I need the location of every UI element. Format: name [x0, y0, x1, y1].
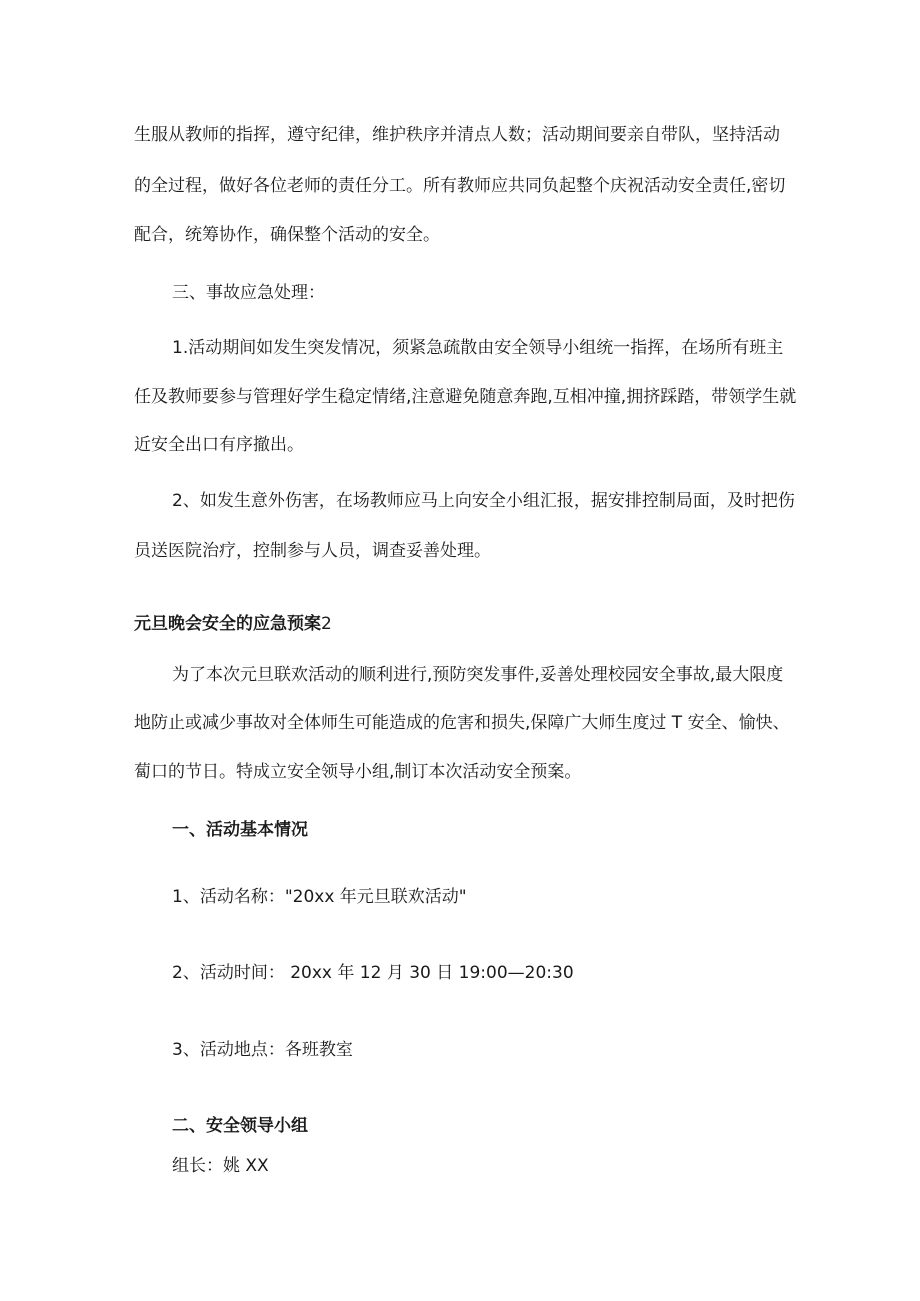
paragraph-line: 生服从教师的指挥，遵守纪律，维护秩序并清点人数；活动期间要亲自带队，坚持活动: [134, 125, 780, 145]
paragraph-line: 配合，统筹协作，确保整个活动的安全。: [134, 225, 440, 245]
paragraph-line: 为了本次元旦联欢活动的顺利进行,预防突发事件,妥善处理校园安全事故,最大限度: [172, 665, 784, 685]
paragraph-line: 2、如发生意外伤害，在场教师应马上向安全小组汇报，据安排控制局面，及时把伤: [172, 491, 795, 511]
paragraph-line: 员送医院治疗，控制参与人员，调查妥善处理。: [134, 541, 491, 561]
paragraph-line: 近安全出口有序撤出。: [134, 435, 304, 455]
paragraph-line: 地防止或减少事故对全体师生可能造成的危害和损失,保障广大师生度过 T 安全、愉快、: [134, 713, 790, 733]
list-item-activity-name: 1、活动名称："20xx 年元旦联欢活动": [172, 887, 467, 907]
list-item-activity-time: 2、活动时间： 20xx 年 12 月 30 日 19:00—20:30: [172, 963, 574, 983]
paragraph-line: 蔔口的节日。特成立安全领导小组,制订本次活动安全预案。: [134, 762, 582, 782]
document-section-title: [134, 613, 332, 635]
group-leader: 组长：姚 XX: [172, 1156, 269, 1176]
section-title-text: 元旦晚会安全的应急预案: [134, 614, 321, 634]
paragraph-line: 1.活动期间如发生突发情况，须紧急疏散由安全领导小组统一指挥，在场所有班主: [172, 338, 784, 358]
section-title-number: 2: [321, 614, 332, 634]
section-heading-basic-info: 一、活动基本情况: [172, 820, 308, 840]
paragraph-line: 的全过程，做好各位老师的责任分工。所有教师应共同负起整个庆祝活动安全责任,密切: [134, 176, 786, 196]
section-heading-accident: 三、事故应急处理：: [172, 283, 325, 303]
section-heading-safety-group: 二、安全领导小组: [172, 1116, 308, 1136]
paragraph-line: 任及教师要参与管理好学生稳定情绪,注意避免随意奔跑,互相冲撞,拥挤踩踏，带领学生就: [134, 387, 797, 407]
list-item-activity-location: 3、活动地点：各班教室: [172, 1040, 353, 1060]
